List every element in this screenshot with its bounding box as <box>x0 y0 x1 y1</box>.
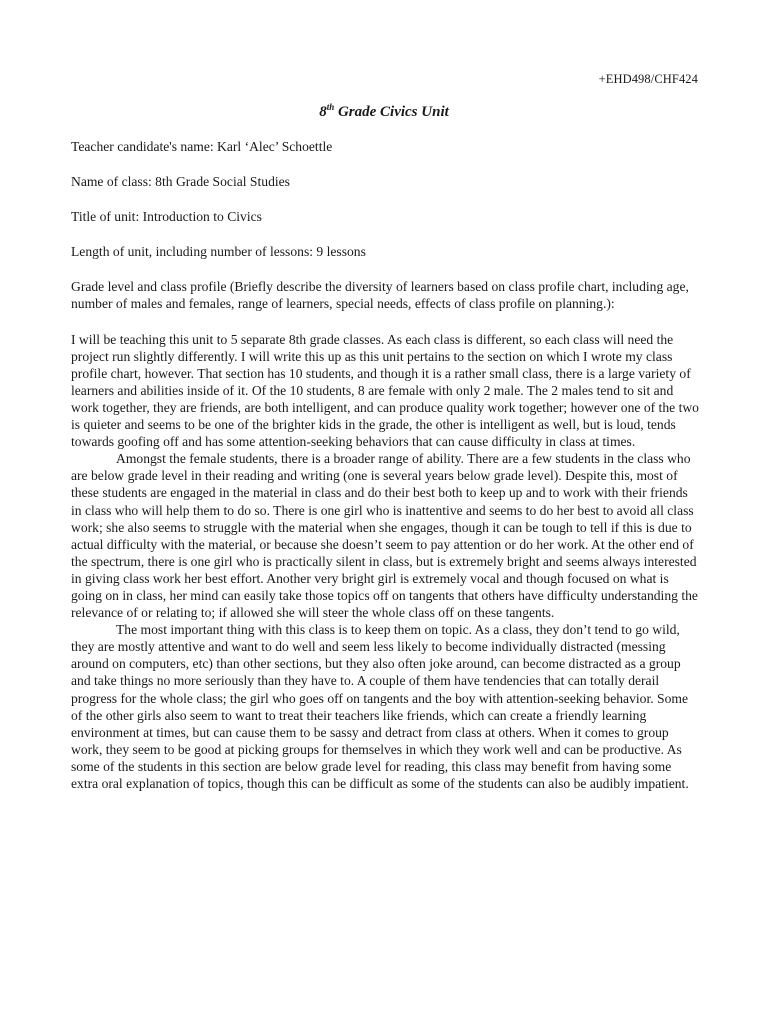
paragraph-female-students: Amongst the female students, there is a broader range of ability. There are a few students in the class who are below grade level in their reading and writing (one is several years below grade level). Despite this, most of these students are engaged in the material in class and do their best both to keep up and to work with their friends in class who will help them to do so. There is one girl who is inattentive and seems to do her best to avoid all class work; she also seems to struggle with the material when she engages, though it can be tough to tell if this is due to actual difficulty with the material, or because she doesn’t seem to pay attention or do her work. At the other end of the spectrum, there is one girl who is practically silent in class, but is extremely bright and seems always interested in giving class work her best effort. Another very bright girl is extremely vocal and though focused on what is going on in class, her mind can easily take those topics off on tangents that others have difficulty understanding the relevance of or relating to; if allowed she will steer the whole class off on these tangents. <box>71 451 698 621</box>
paragraph-class-focus: The most important thing with this class is to keep them on topic. As a class, they don’t tend to go wild, they are mostly attentive and want to do well and seem less likely to become individually distracted (messing around on computers, etc) than other sections, but they also often joke around, can become distracted as a group and take things no more seriously than they have to. A couple of them have tendencies that can totally derail progress for the whole class; the girl who goes off on tangents and the boy with attention-seeking behavior. Some of the other girls also seem to want to treat their teachers like friends, which can create a friendly learning environment at times, but can cause them to be sassy and detract from class at others. When it comes to group work, they seem to be good at picking groups for themselves in which they work well and can be productive. As some of the students in this section are below grade level for reading, this class may benefit from having some extra oral explanation of topics, though this can be difficult as some of the students can also be audibly impatient. <box>71 622 689 791</box>
title-text: Grade Civics Unit <box>334 104 449 120</box>
title-ordinal-suffix: th <box>326 102 335 112</box>
field-class-name: Name of class: 8th Grade Social Studies <box>71 174 290 190</box>
document-title <box>0 104 768 121</box>
course-code: +EHD498/CHF424 <box>598 72 698 86</box>
class-profile-prompt: Grade level and class profile (Briefly describe the diversity of learners based on class profile chart, including age, number of males and females, range of learners, special needs, effects of class profile on planning.): <box>71 279 689 312</box>
field-unit-length: Length of unit, including number of lessons: 9 lessons <box>71 244 366 260</box>
field-teacher-name: Teacher candidate's name: Karl ‘Alec’ Schoettle <box>71 139 333 154</box>
field-unit-title: Title of unit: Introduction to Civics <box>71 209 262 225</box>
title-number: 8 <box>319 104 327 120</box>
document-body <box>71 138 701 792</box>
paragraph-class-overview: I will be teaching this unit to 5 separate 8th grade classes. As each class is different, so each class will need the project run slightly differently. I will write this up as this unit pertains to the section on which I wrote my class profile chart, however. That section has 10 students, and though it is a rather small class, there is a large variety of learners and abilities inside of it. Of the 10 students, 8 are female with only 2 male. The 2 males tend to sit and work together, they are friends, are both intelligent, and can produce quality work together; however one of the two is quieter and seems to be one of the brighter kids in the grade, the other is intelligent as well, but is loud, tends towards goofing off and has some attention-seeking behaviors that can cause difficulty in class at times. <box>71 331 699 450</box>
